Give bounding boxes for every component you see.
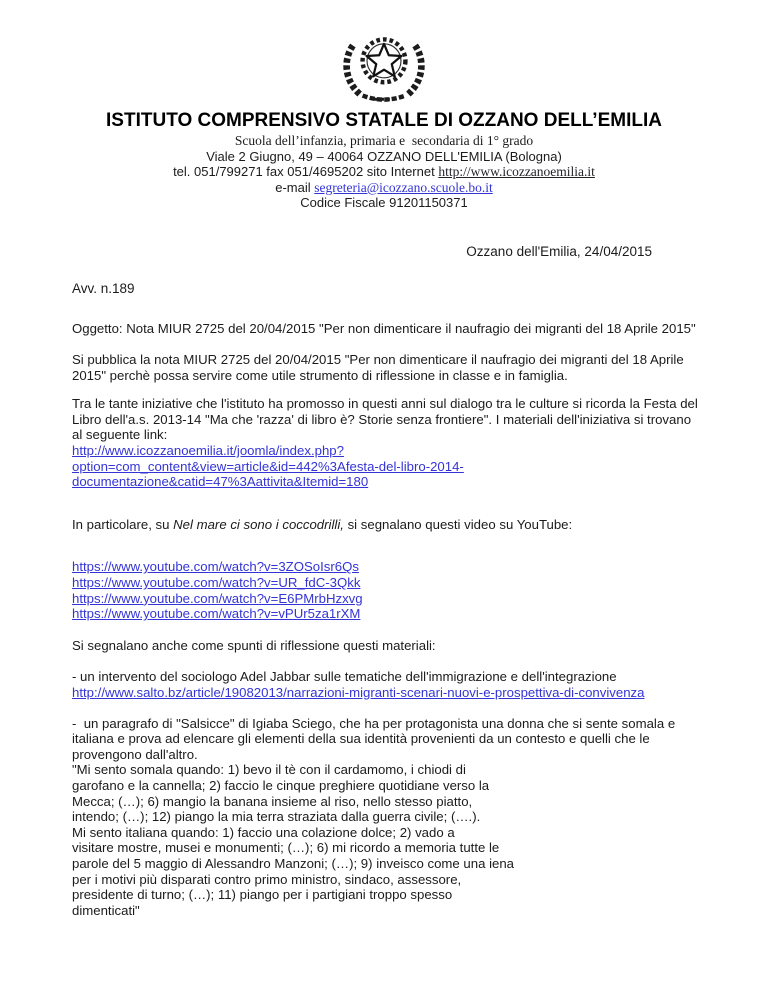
quote-line: parole del 5 maggio di Alessandro Manzoni; (…); 9) inveisco come una iena (72, 855, 515, 871)
youtube-link-4[interactable]: https://www.youtube.com/watch?v=vPUr5za1rXM (72, 606, 361, 622)
festa-paragraph: Tra le tante iniziative che l'istituto ha promosso in questi anni sul dialogo tra le culture si ricorda la Festa del Libro dell'a.s. 2013-14 "Ma che 'razza' di libro è? Storie senza frontiere". I materiali dell'iniziativa si trovano al seguente link: (72, 396, 702, 443)
letterhead (0, 0, 768, 211)
festa-link-block (72, 443, 700, 490)
quote-line: "Mi sento somala quando: 1) bevo il tè con il cardamomo, i chiodi di (72, 762, 466, 778)
spunti-paragraph: Si segnalano anche come spunti di riflessione questi materiali: (72, 637, 436, 653)
particolare-paragraph (72, 517, 700, 533)
jabbar-item: - un intervento del sociologo Adel Jabbar sulle tematiche dell'immigrazione e dell'integrazione (72, 669, 617, 685)
date-line: Ozzano dell'Emilia, 24/04/2015 (466, 243, 652, 259)
letter-body (0, 244, 768, 919)
quote-line: Mi sento italiana quando: 1) faccio una colazione dolce; 2) vado a (72, 824, 455, 840)
festa-link-line-2[interactable]: option=com_content&view=article&id=442%3Afesta-del-libro-2014- (72, 458, 464, 474)
tel-fax-text: tel. 051/799271 fax 051/4695202 sito Internet (173, 164, 439, 179)
italian-republic-emblem-icon (336, 26, 432, 106)
particolare-suffix: si segnalano questi video su YouTube: (343, 516, 573, 532)
contacts-line (0, 164, 768, 180)
salsicce-item: - un paragrafo di "Salsicce" di Igiaba Sciego, che ha per protagonista una donna che si sente somala e italiana e prova ad elencare gli elementi della sua identità provenienti da un contesto e quelli che le provengono dall'altro. (72, 715, 679, 762)
email-label: e-mail (275, 179, 315, 195)
quote-line: presidente di turno; (…); 11) piango per i partigiani troppo spesso (72, 887, 453, 903)
subject-paragraph: Oggetto: Nota MIUR 2725 del 20/04/2015 "Per non dimenticare il naufragio dei migranti del 18 Aprile 2015" (72, 320, 696, 336)
protocol-number: Avv. n.189 (72, 280, 135, 296)
festa-link-line-3[interactable]: documentazione&catid=47%3Aattivita&Itemid=180 (72, 474, 369, 490)
youtube-link-1[interactable]: https://www.youtube.com/watch?v=3ZOSoIsr6Qs (72, 559, 359, 575)
youtube-link-3[interactable]: https://www.youtube.com/watch?v=E6PMrbHzxvg (72, 590, 363, 606)
quote-line: Mecca; (…); 6) mangio la banana insieme al riso, nello stesso piatto, (72, 793, 473, 809)
website-link[interactable]: http://www.icozzanoemilia.it (438, 164, 595, 179)
book-title: Nel mare ci sono i coccodrilli, (173, 516, 344, 532)
jabbar-link[interactable]: http://www.salto.bz/article/19082013/narrazioni-migranti-scenari-nuovi-e-prospettiva-di-convivenza (72, 685, 645, 700)
youtube-link-2[interactable]: https://www.youtube.com/watch?v=UR_fdC-3Qkk (72, 575, 361, 591)
fiscal-code-line: Codice Fiscale 91201150371 (300, 195, 468, 210)
quote-line: garofano e la cannella; 2) faccio le cinque preghiere quotidiane verso la (72, 777, 490, 793)
quote-block (72, 762, 700, 918)
quote-line: visitare mostre, musei e monumenti; (…); 6) mi ricordo a memoria tutte le (72, 840, 500, 856)
festa-link-line-1[interactable]: http://www.icozzanoemilia.it/joomla/index.php? (72, 443, 344, 459)
particolare-prefix: In particolare, su (72, 516, 174, 532)
quote-line: per i motivi più disparati contro primo ministro, sindaco, assessore, (72, 871, 462, 887)
email-link[interactable]: segreteria@icozzano.scuole.bo.it (314, 179, 493, 195)
youtube-links-block (72, 559, 700, 621)
publish-paragraph: Si pubblica la nota MIUR 2725 del 20/04/2015 "Per non dimenticare il naufragio dei migranti del 18 Aprile 2015" perchè possa servire come utile strumento di riflessione in classe e in famiglia. (72, 352, 688, 383)
email-line (0, 180, 768, 196)
address-line: Viale 2 Giugno, 49 – 40064 OZZANO DELL'EMILIA (Bologna) (206, 148, 562, 164)
school-subtitle: Scuola dell’infanzia, primaria e secondaria di 1° grado (234, 133, 534, 148)
institution-title: ISTITUTO COMPRENSIVO STATALE DI OZZANO DELL’EMILIA (106, 110, 662, 131)
quote-line: intendo; (…); 12) piango la mia terra straziata dalla guerra civile; (….). (72, 809, 481, 825)
quote-line: dimenticati" (72, 902, 140, 918)
